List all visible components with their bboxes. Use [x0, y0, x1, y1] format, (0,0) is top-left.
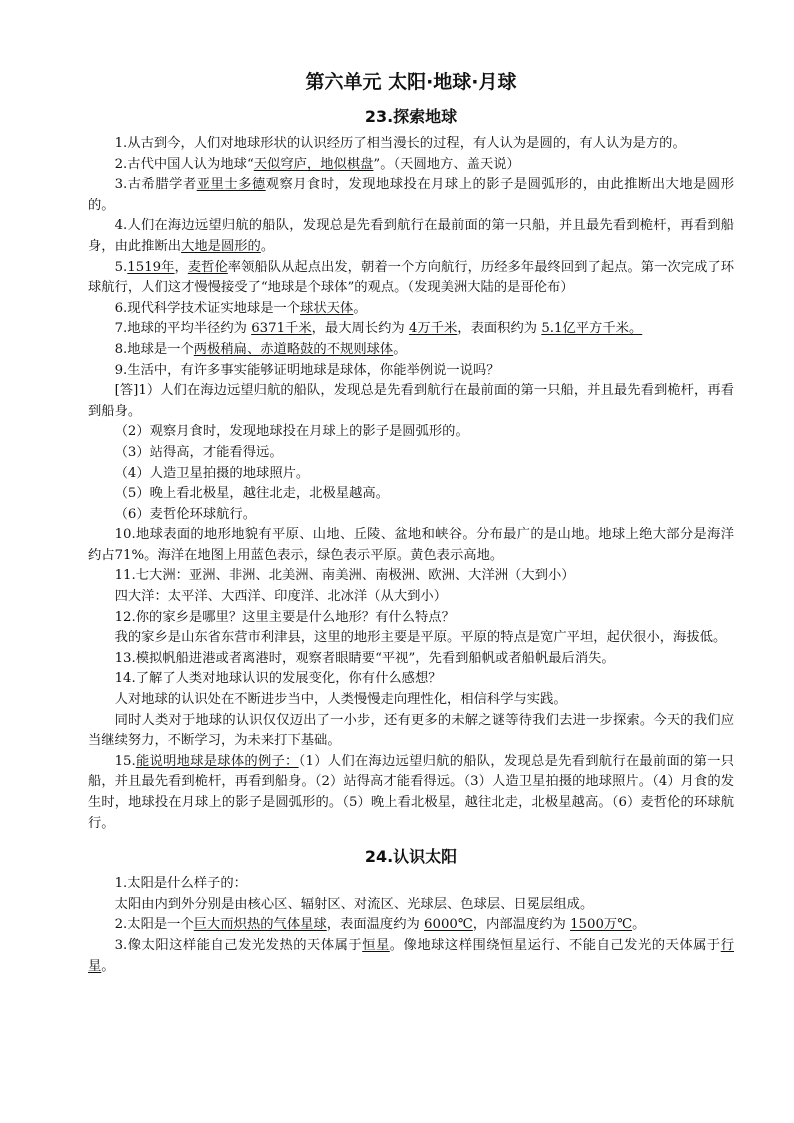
text-run: 1.太阳是什么样子的：	[114, 876, 247, 892]
paragraph	[88, 752, 734, 834]
text-run: 。	[260, 238, 275, 254]
paragraph	[88, 895, 734, 916]
paragraph	[88, 874, 734, 895]
text-run: 7.地球的平均半径约为	[114, 321, 252, 337]
underlined-answer: 6371千米	[251, 321, 312, 337]
text-run: ，表面温度约为	[326, 917, 425, 933]
text-run: 。	[353, 300, 367, 316]
underlined-answer: 4万千米	[408, 321, 458, 337]
paragraph	[88, 566, 734, 587]
section-title-explore-earth: 23.探索地球	[364, 107, 458, 126]
section-know-sun	[88, 874, 734, 977]
section-title-know-sun: 24.认识太阳	[364, 847, 458, 867]
text-run: 5.	[114, 259, 128, 275]
paragraph	[88, 464, 734, 485]
text-run: 15.	[114, 753, 136, 769]
paragraph	[88, 361, 734, 382]
underlined-answer: 1500万℃	[570, 917, 633, 933]
text-run: 2.太阳是一个	[114, 917, 194, 933]
paragraph	[88, 422, 734, 443]
paragraph	[88, 608, 734, 629]
text-run: （1）人们在海边远望归航的船队，发现总是先看到航行在最前面的第一只船，并且最先看到桅杆，再看到船身。（2）站得高才能看得远。（3）人造卫星拍摄的地球照片。（4）月食的发生时，地球投在月球上的影子是圆弧形的。（5）晚上看北极星，越往北走，北极星越高。（6）麦哲伦的环球航行。	[88, 753, 735, 831]
paragraph	[88, 134, 734, 155]
paragraph	[88, 711, 734, 752]
paragraph	[88, 340, 734, 361]
underlined-answer: 能说明地球是球体的例子：	[135, 753, 299, 769]
underlined-answer: 亚里士多德	[196, 177, 266, 193]
paragraph	[88, 649, 734, 670]
paragraph	[88, 299, 734, 320]
underlined-answer: 恒星	[362, 937, 390, 953]
paragraph	[88, 690, 734, 711]
underlined-answer: 大地是圆形的	[181, 238, 261, 254]
text-run: 11.七大洲：亚洲、非洲、北美洲、南美洲、南极洲、欧洲、大洋洲（大到小）	[114, 568, 575, 584]
text-run: 。	[632, 917, 646, 933]
text-run: 。像地球这样围绕恒星运行、不能自己发光的天体属于	[389, 937, 721, 953]
text-run: 。	[393, 341, 407, 357]
paragraph	[88, 175, 734, 216]
text-run: 2.古代中国人认为地球“	[114, 156, 254, 172]
paragraph	[88, 628, 734, 649]
paragraph	[88, 319, 734, 340]
paragraph	[88, 525, 734, 566]
text-run: [答]1）人们在海边远望归航的船队，发现总是先看到航行在最前面的第一只船，并且最先看到桅杆，再看到船身。	[88, 383, 734, 419]
paragraph	[88, 443, 734, 464]
paragraph	[88, 258, 734, 299]
underlined-answer: 6000℃	[424, 917, 473, 933]
paragraph	[88, 155, 734, 176]
text-run: 我的家乡是山东省东营市利津县，这里的地形主要是平原。平原的特点是宽广平坦，起伏很小，海拔低。	[114, 630, 727, 646]
text-run: ，	[174, 259, 188, 275]
text-run: 6.现代科学技术证实地球是一个	[114, 300, 301, 316]
unit-title: 第六单元 太阳·地球·月球	[305, 71, 517, 93]
underlined-answer: 球状天体	[300, 300, 354, 316]
underlined-answer: 巨大而炽热的气体星球	[193, 917, 327, 933]
text-run: 。	[101, 958, 115, 974]
paragraph	[88, 669, 734, 690]
text-run: 4.人们在海边远望归航的船队，发现总是先看到航行在最前面的第一只船，并且最先看到桅杆，再看到船身，由此推断出	[88, 218, 734, 254]
paragraph	[88, 915, 734, 936]
underlined-answer: 5.1亿平方千米。	[541, 321, 643, 337]
paragraph	[88, 484, 734, 505]
text-run: ，表面积约为	[457, 321, 542, 337]
underlined-answer: 行星	[88, 937, 734, 974]
document-page	[88, 70, 734, 977]
text-run: （6）麦哲伦环球航行。	[114, 506, 257, 522]
paragraph	[88, 381, 734, 422]
text-run: （4）人造卫星拍摄的地球照片。	[114, 465, 310, 481]
text-run: （2）观察月食时，发现地球投在月球上的影子是圆弧形的。	[114, 424, 469, 440]
text-run: 率领船队从起点出发，朝着一个方向航行，历经多年最终回到了起点。第一次完成了环球航行，人们这才慢慢接受了“地球是个球体”的观点。（发现美洲大陆的是哥伦布）	[88, 259, 735, 296]
text-run: 观察月食时，发现地球投在月球上的影子是圆弧形的，由此推断出大地是圆形的。	[88, 177, 735, 213]
paragraph	[88, 936, 734, 977]
paragraph	[88, 505, 734, 526]
underlined-answer: 麦哲伦	[187, 259, 228, 275]
text-run: 1.从古到今，人们对地球形状的认识经历了相当漫长的过程，有人认为是圆的，有人认为是方的。	[114, 136, 686, 151]
text-run: （5）晚上看北极星，越往北走，北极星越高。	[114, 486, 389, 502]
text-run: （3）站得高，才能看得远。	[114, 444, 283, 460]
text-run: 14.了解了人类对地球认识的发展变化，你有什么感想？	[114, 671, 442, 687]
text-run: 9.生活中，有许多事实能够证明地球是球体，你能举例说一说吗？	[114, 362, 500, 378]
underlined-answer: 两极稍扁、赤道略鼓的不规则球体	[193, 341, 394, 357]
text-run: 3.古希腊学者	[114, 177, 197, 193]
text-run: 8.地球是一个	[114, 341, 194, 357]
paragraph	[88, 587, 734, 608]
text-run: 13.模拟帆船进港或者离港时，观察者眼睛要“平视”，先看到船帆或者船帆最后消失。	[114, 650, 615, 666]
paragraph	[88, 216, 734, 257]
text-run: ，内部温度约为	[472, 917, 571, 933]
text-run: ”。（天圆地方、盖天说）	[373, 156, 520, 172]
underlined-answer: 1519年	[127, 259, 175, 275]
text-run: ，最大周长约为	[311, 321, 409, 337]
section-explore-earth	[88, 134, 734, 834]
text-run: 人对地球的认识处在不断进步当中，人类慢慢走向理性化，相信科学与实践。	[114, 692, 567, 708]
underlined-answer: 天似穹庐，地似棋盘	[253, 156, 374, 172]
text-run: 10.地球表面的地形地貌有平原、山地、丘陵、盆地和峡谷。分布最广的是山地。地球上绝大部分是海洋约占71%。海洋在地图上用蓝色表示，绿色表示平原。黄色表示高地。	[88, 527, 734, 563]
text-run: 12.你的家乡是哪里？这里主要是什么地形？有什么特点？	[114, 609, 455, 625]
text-run: 同时人类对于地球的认识仅仅迈出了一小步，还有更多的未解之谜等待我们去进一步探索。今天的我们应当继续努力，不断学习，为未来打下基础。	[88, 712, 734, 749]
text-run: 3.像太阳这样能自己发光发热的天体属于	[114, 937, 363, 953]
text-run: 四大洋：太平洋、大西洋、印度洋、北冰洋（从大到小）	[114, 589, 448, 605]
text-run: 太阳由内到外分别是由核心区、辐射区、对流区、光球层、色球层、日冕层组成。	[114, 896, 594, 912]
